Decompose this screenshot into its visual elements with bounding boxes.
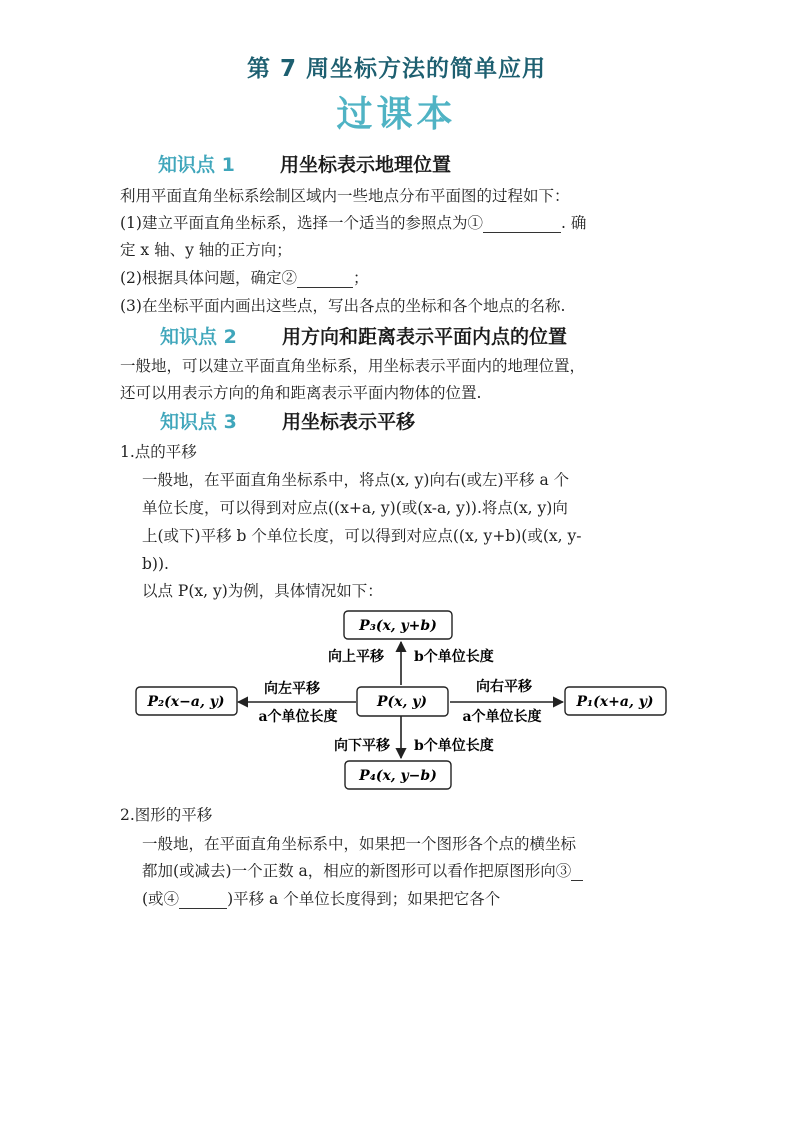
kp2-heading (160, 322, 567, 349)
blank-2 (297, 271, 353, 288)
left-dist: a个单位长度 (258, 709, 338, 725)
up-label: 向上平移 (328, 649, 384, 665)
page-subtitle: 过课本 (336, 94, 457, 135)
kp1-line5: (3)在坐标平面内画出这些点，写出各点的坐标和各个地点的名称. (120, 297, 566, 315)
box-down-text: P₄(x, y−b) (359, 768, 437, 784)
up-dist: b个单位长度 (414, 649, 494, 665)
kp2-label: 知识点 2 (160, 326, 237, 348)
box-up-text: P₃(x, y+b) (359, 618, 437, 634)
kp1-line4 (120, 268, 368, 288)
kp2-line1: 一般地，可以建立平面直角坐标系，用坐标表示平面内的地理位置， (120, 357, 586, 375)
kp3-title: 用坐标表示平移 (282, 411, 416, 433)
blank-1 (483, 216, 561, 233)
page-title: 第 7 周坐标方法的简单应用 (246, 56, 547, 82)
kp2-line2: 还可以用表示方向的角和距离表示平面内物体的位置. (120, 384, 482, 402)
right-dist: a个单位长度 (462, 709, 542, 725)
kp3-s1-l1: 一般地，在平面直角坐标系中，将点(x, y)向右(或左)平移 a 个 (142, 471, 570, 489)
down-dist: b个单位长度 (414, 738, 494, 754)
down-label: 向下平移 (334, 738, 390, 754)
kp3-label: 知识点 3 (160, 411, 237, 433)
kp3-heading (160, 407, 415, 434)
kp3-s2-l3 (142, 889, 500, 909)
box-center-text: P(x, y) (376, 694, 428, 710)
kp3-s1-l4: b)). (142, 555, 169, 573)
blank-4 (179, 892, 227, 909)
kp3-s2-l3b: )平移 a 个单位长度得到；如果把它各个 (227, 890, 501, 908)
kp1-line2b: . 确 (560, 214, 587, 232)
kp3-s2-head: 2.图形的平移 (120, 806, 213, 824)
kp1-line4a: (2)根据具体问题，确定② (120, 269, 297, 287)
kp1-title: 用坐标表示地理位置 (280, 154, 452, 176)
kp3-s1-l3: 上(或下)平移 b 个单位长度，可以得到对应点((x, y+b)(或(x, y- (142, 527, 582, 545)
right-label: 向右平移 (476, 679, 532, 695)
kp1-line2a: (1)建立平面直角坐标系，选择一个适当的参照点为① (120, 214, 483, 232)
kp3-s2-l2 (142, 861, 583, 881)
kp2-title: 用方向和距离表示平面内点的位置 (282, 326, 568, 348)
blank-3 (571, 864, 583, 881)
box-right-text: P₁(x+a, y) (576, 694, 654, 710)
kp1-line1: 利用平面直角坐标系绘制区域内一些地点分布平面图的过程如下： (120, 187, 570, 205)
box-left-text: P₂(x−a, y) (147, 694, 225, 710)
kp1-line3: 定 x 轴、y 轴的正方向； (120, 241, 292, 259)
kp3-s2-l1: 一般地，在平面直角坐标系中，如果把一个图形各个点的横坐标 (142, 835, 577, 853)
translation-diagram (0, 600, 793, 800)
kp1-line4b: ； (352, 269, 369, 287)
kp3-s1-head: 1.点的平移 (120, 443, 197, 461)
left-label: 向左平移 (264, 681, 320, 697)
kp3-s2-l2a: 都加(或减去)一个正数 a，相应的新图形可以看作把原图形向③ (142, 862, 572, 880)
kp1-line2 (120, 213, 586, 233)
kp1-label: 知识点 1 (158, 154, 235, 176)
kp3-s1-l5: 以点 P(x, y)为例，具体情况如下： (142, 582, 383, 600)
kp3-s2-l3a: (或④ (142, 890, 180, 908)
kp3-s1-l2: 单位长度，可以得到对应点((x+a, y)(或(x-a, y)).将点(x, y)向 (142, 499, 568, 517)
kp1-heading (158, 150, 451, 177)
